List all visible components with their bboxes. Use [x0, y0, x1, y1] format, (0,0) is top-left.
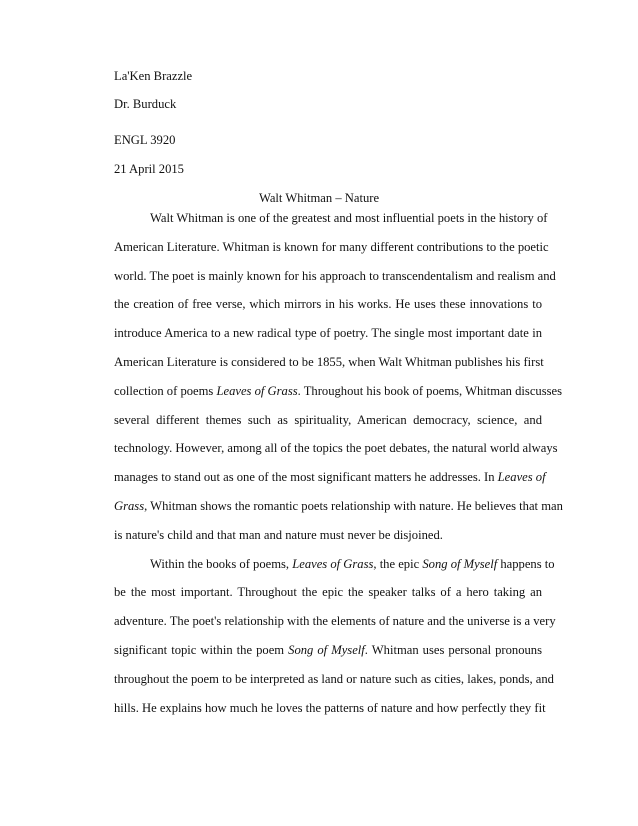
body-line [114, 440, 558, 456]
italic-title-text: Song of Myself [288, 643, 365, 657]
body-text: . Throughout his book of poems, Whitman discusses [297, 383, 562, 398]
body-line [114, 527, 542, 543]
body-text: introduce America to a new radical type of poetry. The single most important date in [114, 326, 542, 341]
body-line [114, 498, 563, 514]
body-text: , the epic [373, 556, 423, 571]
body-text: technology. However, among all of the topics the poet debates, the natural world always [114, 441, 558, 456]
italic-title-text: Leaves of [497, 470, 546, 485]
instructor-name: Dr. Burduck [114, 97, 177, 111]
body-text: adventure. The poet's relationship with the elements of nature and the universe is a very [114, 614, 556, 629]
body-line [114, 584, 542, 600]
body-line [114, 412, 542, 428]
body-text: the creation of free verse, which mirrors in his works. He uses these innovations to [114, 297, 542, 312]
body-line [114, 210, 548, 226]
body-line [114, 642, 542, 658]
body-text: several different themes such as spirituality, American democracy, science, and [114, 412, 542, 427]
body-line [114, 268, 556, 284]
body-line [114, 325, 542, 341]
body-text: manages to stand out as one of the most significant matters he addresses. In [114, 470, 498, 485]
essay-title: Walt Whitman – Nature [258, 191, 380, 205]
body-text: hills. He explains how much he loves the patterns of nature and how perfectly they fit [114, 700, 546, 715]
body-text: is nature's child and that man and nature must never be disjoined. [114, 527, 443, 542]
submission-date: 21 April 2015 [114, 162, 184, 176]
body-text: throughout the poem to be interpreted as land or nature such as cities, lakes, ponds, and [114, 671, 554, 686]
body-line [114, 671, 554, 687]
body-text: Within the books of poems, [150, 556, 293, 571]
course-code: ENGL 3920 [114, 133, 176, 147]
italic-title-text: Grass [114, 499, 145, 513]
body-line [114, 354, 542, 370]
body-text: American Literature. Whitman is known for many different contributions to the poetic [114, 239, 549, 254]
body-text: , Whitman shows the romantic poets relationship with nature. He believes that man [144, 499, 563, 513]
body-text: collection of poems [114, 383, 217, 398]
italic-title-text: Leaves of Grass [292, 556, 374, 571]
body-text: significant topic within the poem [114, 643, 289, 657]
body-text: be the most important. Throughout the epic the speaker talks of a hero taking an [114, 585, 542, 600]
body-line [114, 556, 555, 572]
body-line [114, 613, 556, 629]
body-line [114, 239, 549, 255]
body-line [114, 383, 562, 399]
body-text: world. The poet is mainly known for his approach to transcendentalism and realism and [114, 268, 556, 283]
body-line [114, 469, 546, 485]
body-text: Walt Whitman is one of the greatest and most influential poets in the history of [150, 211, 548, 225]
body-text: happens to [497, 556, 555, 571]
italic-title-text: Leaves of Grass [216, 383, 298, 398]
body-line [114, 700, 546, 716]
body-text: American Literature is considered to be 1855, when Walt Whitman publishes his first [114, 355, 544, 369]
italic-title-text: Song of Myself [422, 556, 498, 571]
body-text: . Whitman uses personal pronouns [364, 643, 543, 657]
author-name: La'Ken Brazzle [114, 69, 193, 83]
body-line [114, 296, 542, 312]
